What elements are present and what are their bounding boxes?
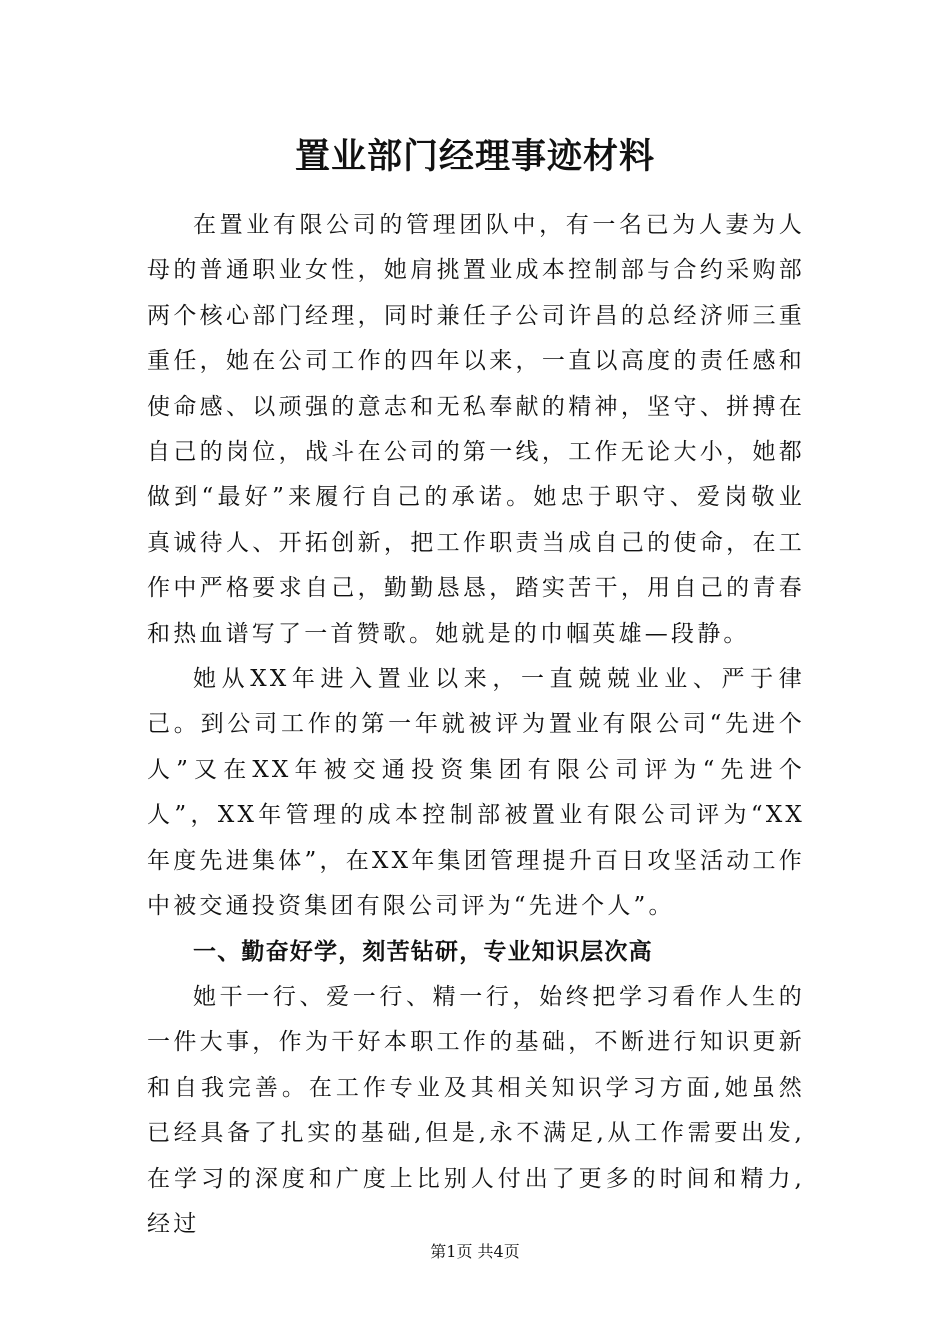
document-body — [147, 203, 805, 1247]
section-heading: 一、勤奋好学，刻苦钻研，专业知识层次高 — [193, 938, 653, 965]
paragraph-section-1: 她干一行、爱一行、精一行，始终把学习看作人生的一件大事，作为干好本职工作的基础，不断进行知识更新和自我完善。在工作专业及其相关知识学习方面,她虽然已经具备了扎实的基础,但是,永不满足,从工作需要出发,在学习的深度和广度上比别人付出了更多的时间和精力,经过 — [147, 983, 805, 1237]
paragraph-awards: 她从XX年进入置业以来，一直兢兢业业、严于律己。到公司工作的第一年就被评为置业有限公司“先进个人”又在XX年被交通投资集团有限公司评为“先进个人”，XX年管理的成本控制部被置业有限公司评为“XX年度先进集体”，在XX年集团管理提升百日攻坚活动工作中被交通投资集团有限公司评为“先进个人”。 — [147, 666, 805, 920]
paragraph-intro: 在置业有限公司的管理团队中，有一名已为人妻为人母的普通职业女性，她肩挑置业成本控制部与合约采购部两个核心部门经理，同时兼任子公司许昌的总经济师三重重任，她在公司工作的四年以来，一直以高度的责任感和使命感、以顽强的意志和无私奉献的精神，坚守、拼搏在自己的岗位，战斗在公司的第一线，工作无论大小，她都做到“最好”来履行自己的承诺。她忠于职守、爱岗敬业真诚待人、开拓创新，把工作职责当成自己的使命，在工作中严格要求自己，勤勤恳恳，踏实苦干，用自己的青春和热血谱写了一首赞歌。她就是的巾帼英雄—段静。 — [147, 212, 805, 647]
document-title: 置业部门经理事迹材料 — [294, 136, 655, 177]
page-footer: 第1页 共4页 — [430, 1242, 520, 1261]
